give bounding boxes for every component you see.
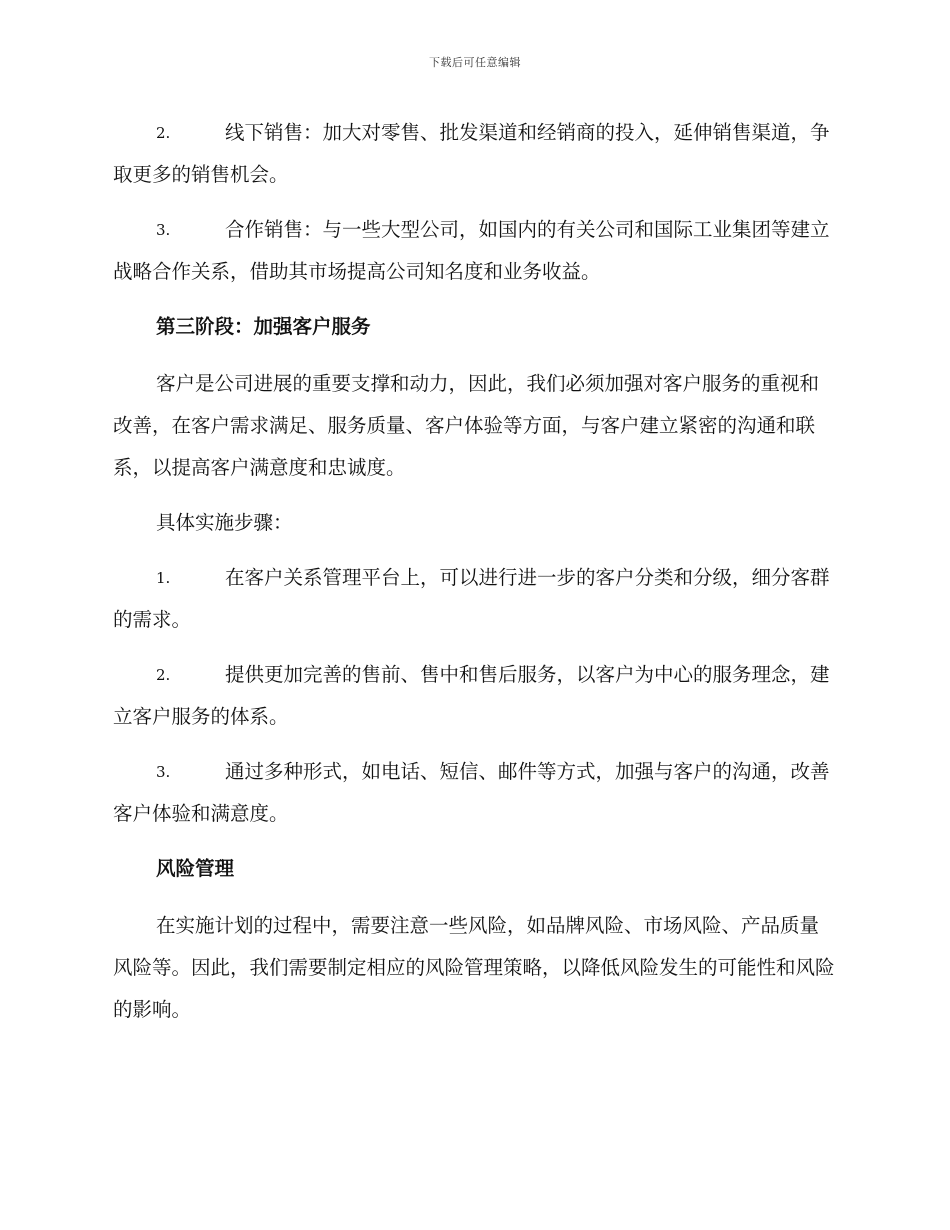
page-header: 下载后可任意编辑 (429, 56, 521, 69)
list-item (113, 557, 835, 641)
section-heading-stage3: 第三阶段：加强客户服务 (156, 315, 371, 338)
list-item (113, 112, 835, 196)
list-item-text: 在客户关系管理平台上，可以进行进一步的客户分类和分级，细分客群的需求。 (113, 566, 830, 631)
list-item (113, 751, 835, 835)
paragraph-steps-label: 具体实施步骤： (156, 511, 293, 534)
list-item-number: 3. (156, 221, 171, 239)
list-item-number: 2. (156, 124, 171, 142)
list-item (113, 209, 835, 293)
list-item (113, 654, 835, 738)
list-item-number: 2. (156, 666, 171, 684)
list-item-number: 3. (156, 763, 171, 781)
list-item-text: 线下销售：加大对零售、批发渠道和经销商的投入，延伸销售渠道，争取更多的销售机会。 (113, 121, 830, 186)
list-item-number: 1. (156, 569, 171, 587)
section-heading-risk: 风险管理 (156, 857, 235, 880)
paragraph-risk: 在实施计划的过程中，需要注意一些风险，如品牌风险、市场风险、产品质量风险等。因此，我们需要制定相应的风险管理策略，以降低风险发生的可能性和风险的影响。 (113, 914, 835, 1021)
paragraph-stage3-intro: 客户是公司进展的重要支撑和动力，因此，我们必须加强对客户服务的重视和改善，在客户需求满足、服务质量、客户体验等方面，与客户建立紧密的沟通和联系，以提高客户满意度和忠诚度。 (113, 372, 820, 479)
list-item-text: 合作销售：与一些大型公司，如国内的有关公司和国际工业集团等建立战略合作关系，借助其市场提高公司知名度和业务收益。 (113, 218, 830, 283)
list-item-text: 通过多种形式，如电话、短信、邮件等方式，加强与客户的沟通，改善客户体验和满意度。 (113, 760, 830, 825)
document-body (113, 112, 835, 1044)
list-item-text: 提供更加完善的售前、售中和售后服务，以客户为中心的服务理念，建立客户服务的体系。 (113, 663, 830, 728)
